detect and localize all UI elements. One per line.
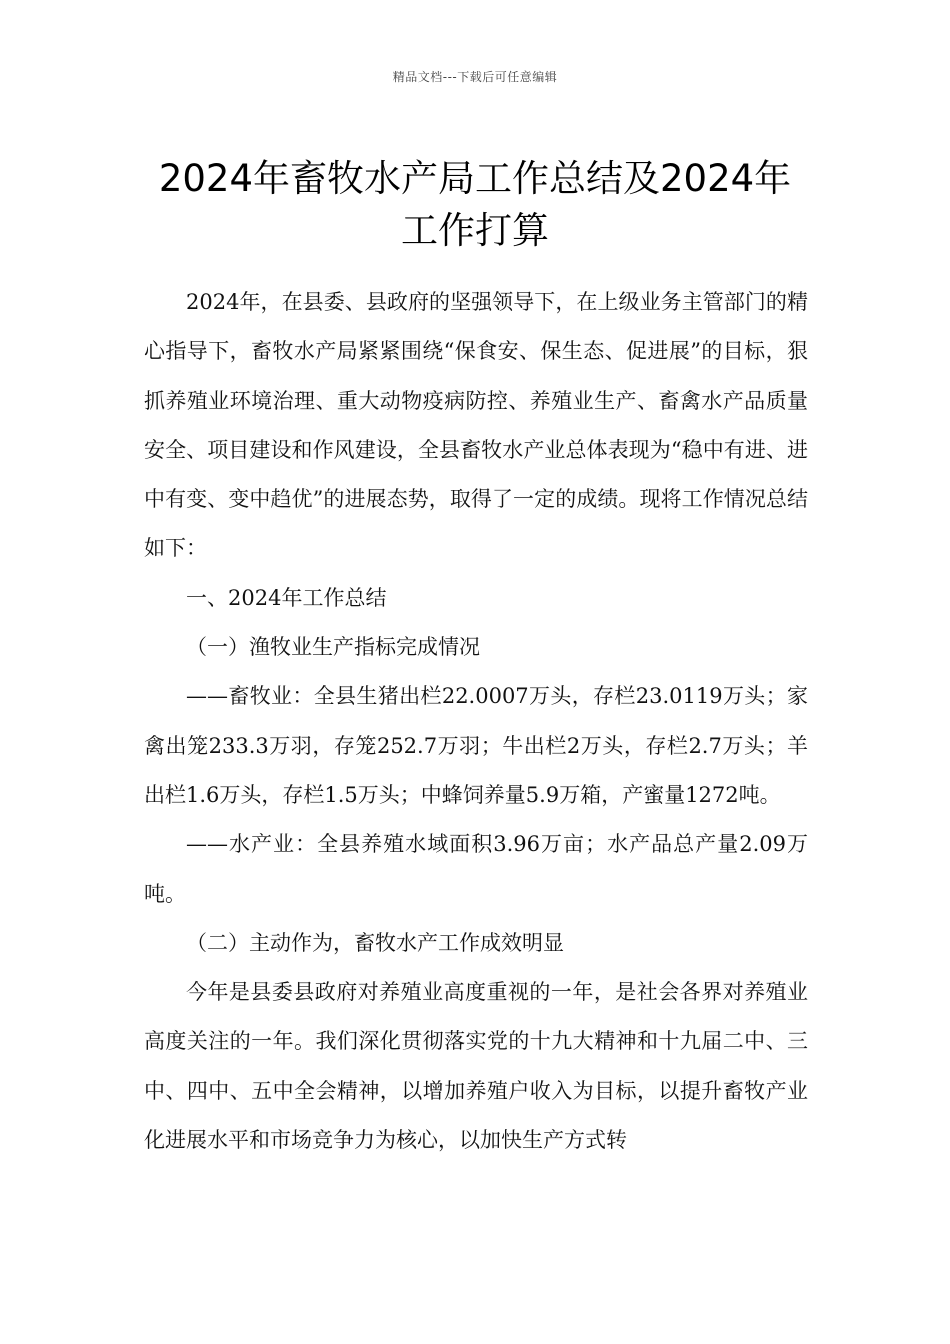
intro-paragraph: 2024年，在县委、县政府的坚强领导下，在上级业务主管部门的精心指导下，畜牧水产局紧紧围绕“保食安、保生态、促进展”的目标，狠抓养殖业环境治理、重大动物疫病防控、养殖业生产、畜禽水产品质量安全、项目建设和作风建设，全县畜牧水产业总体表现为“稳中有进、进中有变、变中趋优”的进展态势，取得了一定的成绩。现将工作情况总结如下： xyxy=(144,290,808,561)
aquaculture-paragraph: ——水产业：全县养殖水域面积3.96万亩；水产品总产量2.09万吨。 xyxy=(144,832,808,906)
document-body xyxy=(144,278,808,1165)
livestock-paragraph: ——畜牧业：全县生猪出栏22.0007万头，存栏23.0119万头；家禽出笼233.3万羽，存笼252.7万羽；牛出栏2万头，存栏2.7万头；羊出栏1.6万头，存栏1.5万头；中蜂饲养量5.9万箱，产蜜量1272吨。 xyxy=(144,684,808,807)
header-note: 精品文档---下载后可任意编辑 xyxy=(392,70,558,84)
title-line-1: 2024年畜牧水产局工作总结及2024年 xyxy=(158,156,792,200)
subsection-heading-2: （二）主动作为，畜牧水产工作成效明显 xyxy=(186,930,564,955)
title-line-2: 工作打算 xyxy=(401,208,549,252)
document-title xyxy=(120,153,830,257)
work-paragraph: 今年是县委县政府对养殖业高度重视的一年，是社会各界对养殖业高度关注的一年。我们深化贯彻落实党的十九大精神和十九届二中、三中、四中、五中全会精神，以增加养殖户收入为目标，以提升畜牧产业化进展水平和市场竞争力为核心，以加快生产方式转 xyxy=(144,980,808,1153)
subsection-heading-1: （一）渔牧业生产指标完成情况 xyxy=(186,635,480,660)
section-heading-1: 一、2024年工作总结 xyxy=(186,585,387,610)
